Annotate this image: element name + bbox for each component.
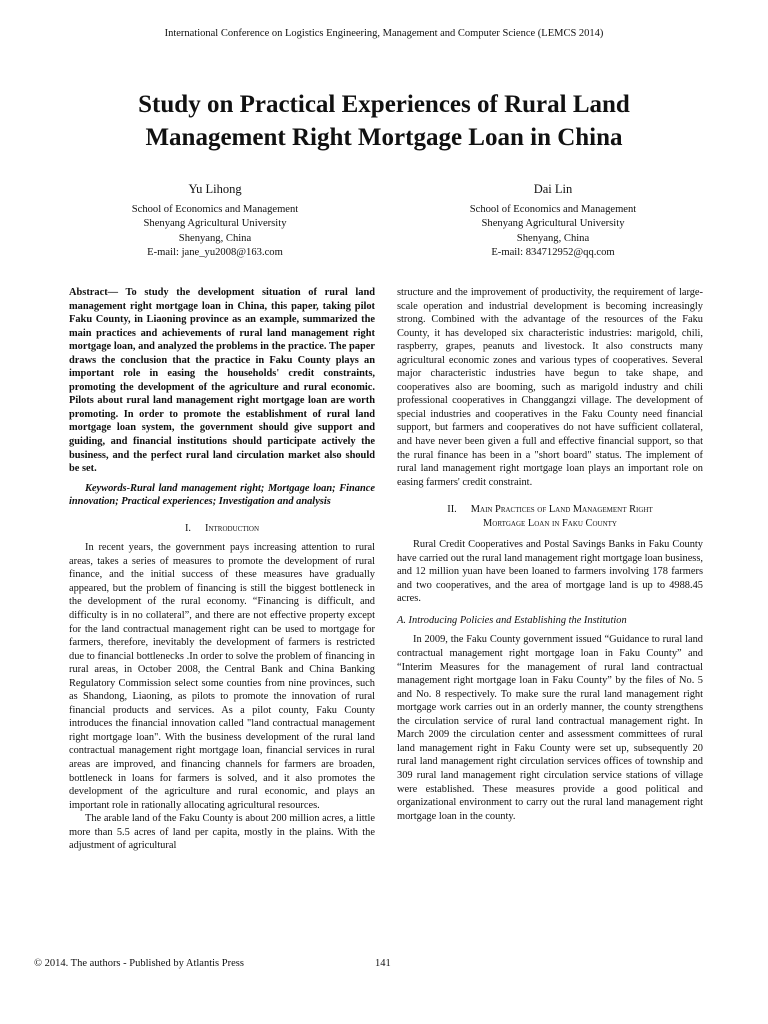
author-university: Shenyang Agricultural University: [481, 218, 625, 229]
conference-header: International Conference on Logistics Engineering, Management and Computer Science (LEMCS 2014): [164, 28, 604, 39]
abstract: Abstract— To study the development situation of rural land management right mortgage loan in China, this paper, taking pilot Faku County, in Liaoning province as an example, summarized the main practices and achievements of rural land management right mortgage loan, and analyzed the problems in the practice. The paper draws the conclusion that the practice in Faku County plays an important role in easing the households' credit constraints, promoting the development of the agriculture and rural economic. Pilots about rural land management right mortgage loan are worth promoting. In order to promote the establishment of rural land mortgage loan system, the government should give support and guiding, and financial institutions should participate actively the business, and the perfect rural land circulation market also should be set.: [69, 287, 375, 475]
section-title-line-1: Main Practices of Land Management Right: [470, 504, 653, 516]
author-name: Dai Lin: [533, 182, 573, 196]
author-email: E-mail: 834712952@qq.com: [491, 247, 615, 258]
title-line-1: Study on Practical Experiences of Rural Land: [138, 91, 630, 118]
title-line-2: Management Right Mortgage Loan in China: [145, 124, 623, 151]
section-heading-introduction: [69, 522, 375, 536]
author-city: Shenyang, China: [178, 232, 252, 244]
section-number: II.: [447, 504, 457, 516]
page-number: 141: [375, 958, 391, 969]
left-column: [69, 286, 375, 853]
author-university: Shenyang Agricultural University: [143, 218, 287, 229]
section-title-line-2: Mortgage Loan in Faku County: [483, 517, 617, 529]
author-email: E-mail: jane_yu2008@163.com: [147, 247, 283, 258]
subsection-a-paragraph: In 2009, the Faku County government issued “Guidance to rural land contractual management right mortgage loan in Faku County” and “Interim Measures for the management of rural land contractual management right mortgage loan in Faku County” by the files of No. 5 and No. 8 respectively. To make sure the rural land management right mortgage work carries out in an orderly manner, the county strengthens the circulation service of rural land contractual management right. In March 2009 the circulation center and assessment committees of rural land management right in Faku County were set up, subsequently 20 rural land management right circulation services offices of township and 309 rural land management right circulation service stations of village were established. These measures provide a good political and organizational environment to carry out the rural land management right mortgage loan in the county.: [397, 634, 703, 822]
author-name: Yu Lihong: [188, 182, 242, 196]
author-city: Shenyang, China: [516, 232, 590, 244]
section-title: Introduction: [205, 522, 260, 534]
paper-title: [40, 88, 728, 154]
introduction-paragraph-2: The arable land of the Faku County is about 200 million acres, a little more than 5.5 acres of land per capita, mostly in the plains. With the adjustment of agricultural: [69, 813, 375, 852]
author-department: School of Economics and Management: [469, 203, 637, 215]
copyright-notice: © 2014. The authors - Published by Atlantis Press: [34, 958, 244, 969]
introduction-paragraph-2-continued: structure and the improvement of productivity, the requirement of large-scale operation and industrial development is becoming increasingly strong. Combined with the advantage of the resources of the Faku County, it has developed six characteristic industries: marigold, chili, raspberry, grapes, peanuts and livestock. It also constructs many agricultural economic zones and various types of cooperatives. Several major characteristic industries have begun to take shape, and cooperatives also are booming, such as marigold industry and chili professional cooperatives in Changgangzi village. The development of special industries and cooperatives in the Faku County need financial support, but farmers and cooperatives do not have sufficient collateral, and have never been given a full and effective financial support, so that the rural finance has been in a "short board" status. The implement of rural land management right mortgage loan plays an important role on easing farmers' credit constraint.: [397, 287, 703, 488]
author-department: School of Economics and Management: [131, 203, 299, 215]
section-number: I.: [184, 522, 192, 534]
keywords: Keywords-Rural land management right; Mortgage loan; Finance innovation; Practical experiences; Investigation and analysis: [69, 482, 375, 508]
introduction-paragraph-1: In recent years, the government pays increasing attention to rural areas, takes a series of measures to promote the development of rural finance, and the initial success of these measures have gradually appeared, but the problem of financing is still the biggest bottleneck in the development of the rural economy. “Financing is difficult, and difficulty is in no collateral”, and there are not effective property except for the land contractual management right can be used to mortgage for farmers, therefore, inevitably the development of farmers is restricted due to financial bottlenecks .In order to solve the problem of financing in rural areas, in October 2008, the Central Bank and China Banking Regulatory Commission select some counties from nine provinces, such as Shandong, Liaoning, as pilots to promote the innovation of rural financial products and services. As a pilot county, Faku County introduces the financial innovation called "land contractual management right mortgage loan". With the business development of the rural land contractual management right mortgage loan, financial services in rural areas are improved, and financing channels for farmers are broaden, bottleneck in loans for farmers is solved, and it also promotes the development of the agriculture and rural economic, and plays an important role in rationally allocating agricultural resources.: [69, 542, 375, 811]
right-column: [397, 286, 703, 823]
author-block-2: [388, 182, 718, 261]
subsection-heading-a: A. Introducing Policies and Establishing the Institution: [397, 614, 627, 626]
section-heading-main-practices: [397, 503, 703, 530]
main-practices-paragraph-1: Rural Credit Cooperatives and Postal Savings Banks in Faku County have carried out the rural land management right mortgage loan business, and 12 million yuan have been loaned to farmers involving 178 farmers and two cooperatives, and the area of mortgage land is up to 4988.45 acres.: [397, 539, 703, 605]
author-block-1: [50, 182, 380, 261]
